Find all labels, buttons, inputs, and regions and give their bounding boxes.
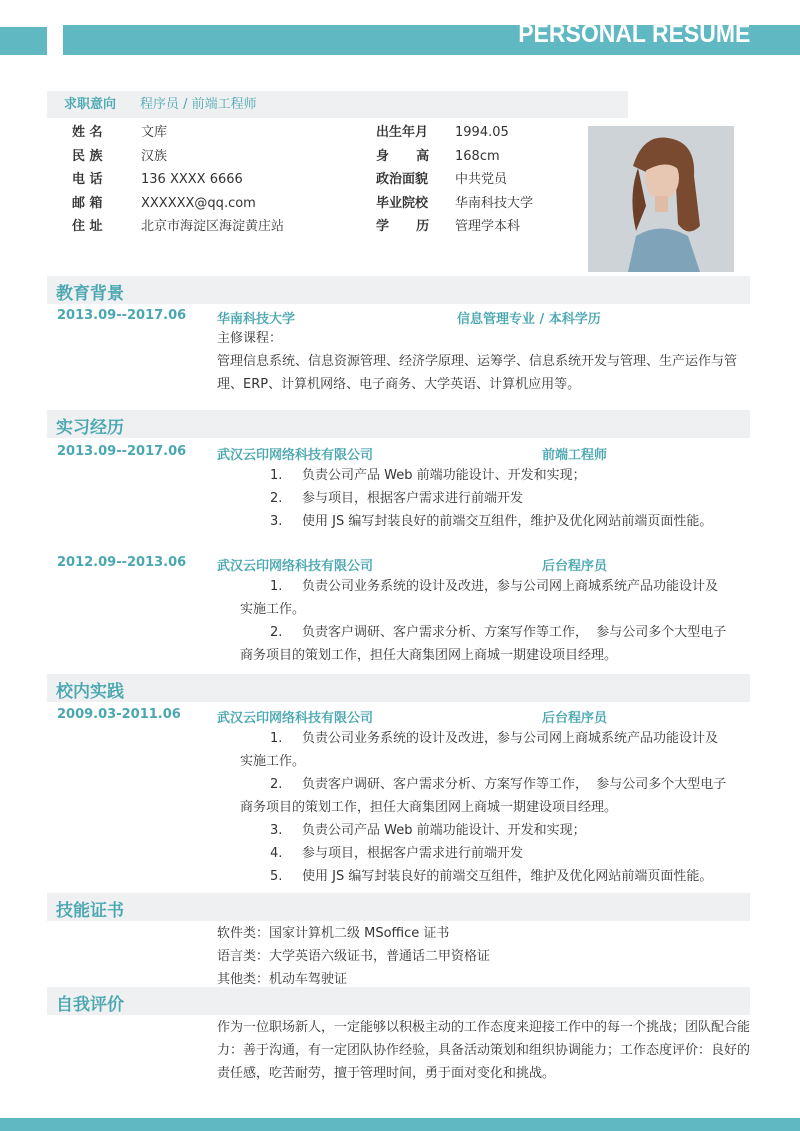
email-key: 邮 箱 [72,196,103,211]
list-number: 5. [270,869,283,884]
intention-value: 程序员 / 前端工程师 [140,97,257,112]
self-evaluation-text: 作为一位职场新人，一定能够以积极主动的工作态度来迎接工作中的每一个挑战；团队配合能力：善于沟通，有一定团队协作经验，具备活动策划和组织协调能力；工作态度评价：良好的责任感，吃苦耐劳，擅于管理时间，勇于面对变化和挑战。 [217,1020,751,1081]
section-skills [47,893,750,921]
campus-item-3: 负责公司产品 Web 前端功能设计、开发和实现； [302,823,586,838]
birth-key: 出生年月 [376,125,429,140]
campus-item-5: 使用 JS 编写封装良好的前端交互组件，维护及优化网站前端页面性能。 [302,869,713,884]
job2-date: 2012.09--2013.06 [57,555,187,570]
campus-title: 校内实践 [56,682,124,702]
job1-item-3: 使用 JS 编写封装良好的前端交互组件，维护及优化网站前端页面性能。 [302,514,713,529]
education-title: 教育背景 [56,284,124,304]
job2-company: 武汉云印网络科技有限公司 [217,559,374,574]
course-list: 管理信息系统、信息资源管理、经济学原理、运筹学、信息系统开发与管理、生产运作与管理、ERP、计算机网络、电子商务、大学英语、计算机应用等。 [217,354,738,392]
phone-value: 136 XXXX 6666 [141,172,243,187]
intention-label: 求职意向 [64,97,117,112]
degree-value: 管理学本科 [455,219,521,234]
list-number: 1. [270,468,283,483]
job1-role: 前端工程师 [542,448,608,463]
internship-title: 实习经历 [56,418,124,438]
footer-bar [0,1118,800,1131]
course-label: 主修课程： [217,331,283,346]
campus-item-2b: 商务项目的策划工作，担任大商集团网上商城一期建设项目经理。 [240,800,618,815]
education-date: 2013.09--2017.06 [57,308,187,323]
resume-title: PERSONAL RESUME [517,20,750,48]
name-key: 姓 名 [72,125,103,140]
campus-item-1a: 负责公司业务系统的设计及改进，参与公司网上商城系统产品功能设计及 [302,731,719,746]
school-value: 华南科技大学 [455,196,534,211]
profile-photo [588,126,734,272]
education-school: 华南科技大学 [217,312,296,327]
phone-key: 电 话 [72,172,103,187]
height-value: 168cm [455,149,500,164]
list-number: 1. [270,579,283,594]
list-number: 3. [270,514,283,529]
birth-value: 1994.05 [455,125,509,140]
skills-title: 技能证书 [56,901,124,921]
skill-software: 软件类：国家计算机二级 MSoffice 证书 [217,926,450,941]
list-number: 4. [270,846,283,861]
skill-language: 语言类：大学英语六级证书，普通话二甲资格证 [217,949,491,964]
list-number: 1. [270,731,283,746]
degree-key: 学 历 [376,219,430,234]
job1-item-2: 参与项目，根据客户需求进行前端开发 [302,491,524,506]
campus-item-4: 参与项目，根据客户需求进行前端开发 [302,846,524,861]
list-number: 2. [270,491,283,506]
list-number: 2. [270,625,283,640]
campus-item-2a: 负责客户调研、客户需求分析、方案写作等工作， 参与公司多个大型电子 [302,777,727,792]
education-major: 信息管理专业 / 本科学历 [457,312,601,327]
campus-date: 2009.03-2011.06 [57,707,181,722]
skill-other: 其他类：机动车驾驶证 [217,972,348,987]
section-education [47,276,750,304]
school-key: 毕业院校 [376,196,429,211]
job2-item-1b: 实施工作。 [240,602,306,617]
job1-item-1: 负责公司产品 Web 前端功能设计、开发和实现； [302,468,586,483]
name-value: 文库 [141,125,168,140]
height-key: 身 高 [376,149,430,164]
section-self-evaluation [47,987,750,1015]
address-key: 住 址 [72,219,103,234]
header-accent-block [0,27,47,55]
job-intention [47,91,628,118]
campus-company: 武汉云印网络科技有限公司 [217,711,374,726]
politics-key: 政治面貌 [376,172,429,187]
section-campus [47,674,750,702]
campus-item-1b: 实施工作。 [240,754,306,769]
ethnic-key: 民 族 [72,149,103,164]
job2-item-2a: 负责客户调研、客户需求分析、方案写作等工作， 参与公司多个大型电子 [302,625,727,640]
job1-date: 2013.09--2017.06 [57,444,187,459]
job1-company: 武汉云印网络科技有限公司 [217,448,374,463]
list-number: 3. [270,823,283,838]
campus-role: 后台程序员 [542,711,608,726]
email-value: XXXXXX@qq.com [141,196,256,211]
job2-item-1a: 负责公司业务系统的设计及改进，参与公司网上商城系统产品功能设计及 [302,579,719,594]
section-internship [47,410,750,438]
job2-role: 后台程序员 [542,559,608,574]
job2-item-2b: 商务项目的策划工作，担任大商集团网上商城一期建设项目经理。 [240,648,618,663]
list-number: 2. [270,777,283,792]
address-value: 北京市海淀区海淀黄庄站 [141,219,285,234]
ethnic-value: 汉族 [141,149,168,164]
politics-value: 中共党员 [455,172,508,187]
self-evaluation-title: 自我评价 [56,995,124,1015]
